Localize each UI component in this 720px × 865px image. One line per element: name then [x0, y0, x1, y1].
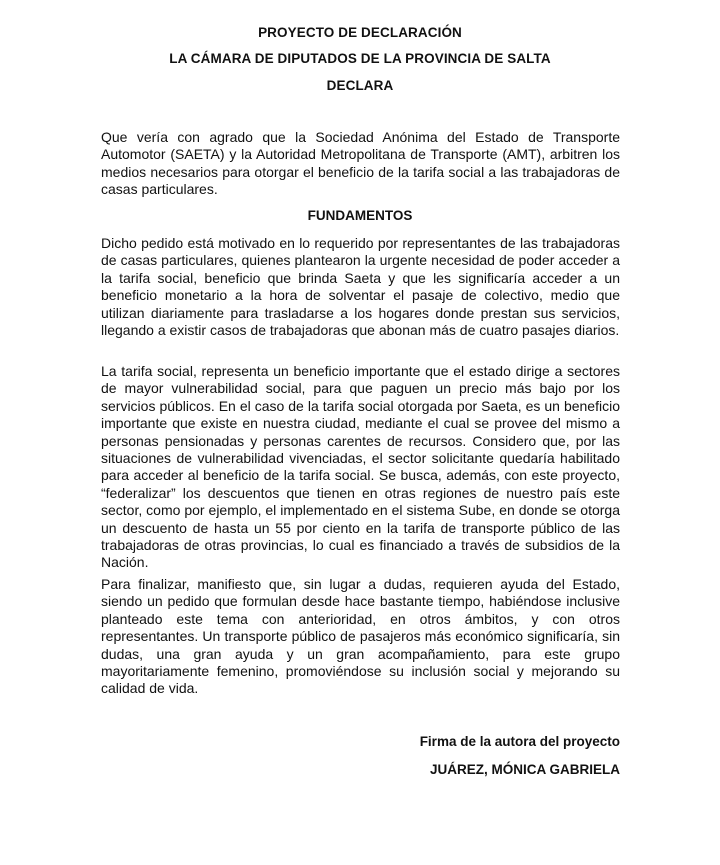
fundamentos-heading: FUNDAMENTOS [307, 208, 413, 223]
declaration-paragraph: Que vería con agrado que la Sociedad Anónima del Estado de Transporte Automotor (SAETA) y la Autoridad Metropolitana de Transporte (AMT), arbitren los medios necesarios para otorgar el beneficio de la tarifa social a las trabajadoras de casas particulares. [101, 129, 620, 198]
document-declara-heading: DECLARA [326, 78, 394, 93]
fundamentos-paragraph-3: Para finalizar, manifiesto que, sin lugar a dudas, requieren ayuda del Estado, siendo un pedido que formulan desde hace bastante tiempo, habiéndose inclusive planteado este tema con anterioridad, en otros ámbitos, y con otros representantes. Un transporte público de pasajeros más económico significaría, sin dudas, una gran ayuda y un gran acompañamiento, para este grupo mayoritariamente femenino, promoviéndose su inclusión social y mejorando su calidad de vida. [101, 576, 620, 697]
fundamentos-paragraph-1: Dicho pedido está motivado en lo requerido por representantes de las trabajadoras de casas particulares, quienes plantearon la urgente necesidad de poder acceder a la tarifa social, beneficio que brinda Saeta y que les significaría acceder a un beneficio monetario a la hora de solventar el pasaje de colectivo, medio que utilizan diariamente para trasladarse a los hogares donde prestan sus servicios, llegando a existir casos de trabajadoras que abonan más de cuatro pasajes diarios. [101, 235, 620, 339]
fundamentos-paragraph-2: La tarifa social, representa un beneficio importante que el estado dirige a sectores de mayor vulnerabilidad social, para que paguen un precio más bajo por los servicios públicos. En el caso de la tarifa social otorgada por Saeta, es un beneficio importante que existe en nuestra ciudad, mediante el cual se provee del mismo a personas pensionadas y personas carentes de recursos. Considero que, por las situaciones de vulnerabilidad vivenciadas, el sector solicitante quedaría habilitado para acceder al beneficio de la tarifa social. Se busca, además, con este proyecto, “federalizar” los descuentos que tienen en otras regiones de nuestro país este sector, como por ejemplo, el implementado en el sistema Sube, en donde se otorga un descuento de hasta un 55 por ciento en la tarifa de transporte público de las trabajadoras de otras provincias, lo cual es financiado a través de subsidios de la Nación. [101, 363, 620, 571]
signature-label: Firma de la autora del proyecto [419, 734, 620, 749]
document-chamber-heading: LA CÁMARA DE DIPUTADOS DE LA PROVINCIA DE SALTA [169, 51, 551, 66]
document-title: PROYECTO DE DECLARACIÓN [258, 25, 462, 40]
signature-name: JUÁREZ, MÓNICA GABRIELA [429, 762, 620, 777]
